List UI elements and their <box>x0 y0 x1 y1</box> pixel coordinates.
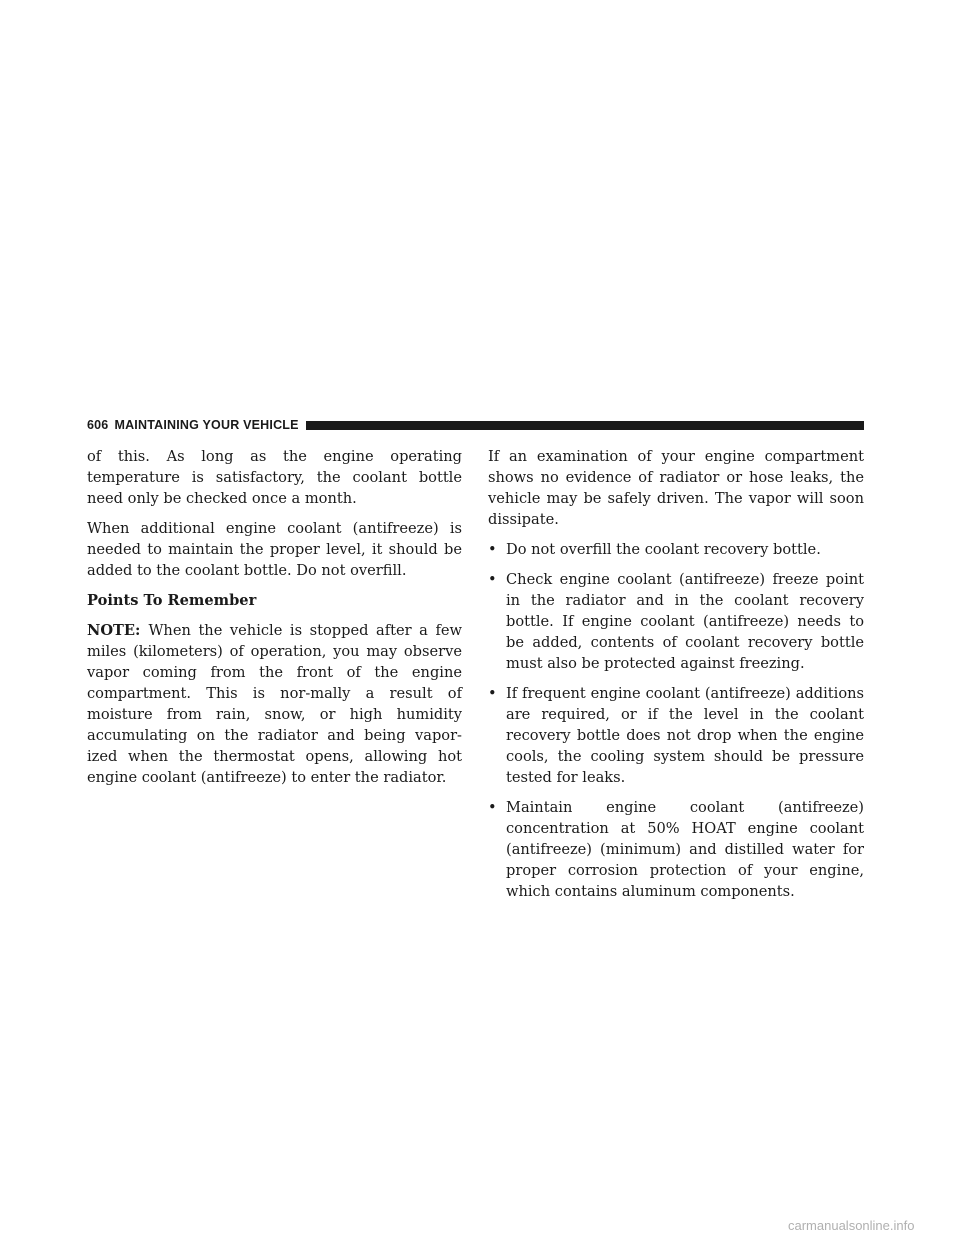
bullet-text: Check engine coolant (antifreeze) freeze point in the radiator and in the coolant recovery bottle. If engine coolant (antifreeze) needs to be added, contents of coolant recovery bottle must also be protected against freezing. <box>506 571 864 672</box>
watermark-text: carmanualsonline.info <box>788 1218 915 1233</box>
points-heading: Points To Remember <box>87 592 257 609</box>
bullet-text: Maintain engine coolant (antifreeze) concentration at 50% HOAT engine coolant (antifreeze) (minimum) and distilled water for proper corrosion protection of your engine, which contains aluminum components. <box>506 799 864 900</box>
left-column <box>87 446 462 797</box>
bullet-text: If frequent engine coolant (antifreeze) additions are required, or if the level in the coolant recovery bottle does not drop when the engine cools, the cooling system should be pressure tested for leaks. <box>506 685 864 786</box>
list-item <box>488 569 864 674</box>
header-rule-bar <box>306 421 864 430</box>
header-text <box>87 418 299 432</box>
bullet-text: Do not overfill the coolant recovery bottle. <box>506 541 821 558</box>
page-number: 606 <box>87 418 109 432</box>
bullet-icon: • <box>488 571 497 588</box>
bullet-icon: • <box>488 541 497 558</box>
left-paragraph-2: When additional engine coolant (antifreeze) is needed to maintain the proper level, it should be added to the coolant bottle. Do not overfill. <box>87 520 462 579</box>
bullet-list <box>488 539 864 902</box>
list-item <box>488 539 864 560</box>
list-item <box>488 683 864 788</box>
right-column <box>488 446 864 911</box>
note-paragraph <box>87 620 462 788</box>
list-item <box>488 797 864 902</box>
right-paragraph-1: If an examination of your engine compartment shows no evidence of radiator or hose leaks, the vehicle may be safely driven. The vapor will soon dissipate. <box>488 448 864 528</box>
page-header <box>87 417 864 433</box>
bullet-icon: • <box>488 685 497 702</box>
note-text: When the vehicle is stopped after a few miles (kilometers) of operation, you may observe vapor coming from the front of the engine compartment. This is nor-mally a result of moisture from rain, snow, or high humidity accumulating on the radiator and being vapor-ized when the thermostat opens, allowing hot engine coolant (antifreeze) to enter the radiator. <box>87 622 462 786</box>
note-label: NOTE: <box>87 622 141 639</box>
section-title: MAINTAINING YOUR VEHICLE <box>114 418 299 432</box>
left-paragraph-1: of this. As long as the engine operating temperature is satisfactory, the coolant bottle need only be checked once a month. <box>87 448 462 507</box>
bullet-icon: • <box>488 799 497 816</box>
